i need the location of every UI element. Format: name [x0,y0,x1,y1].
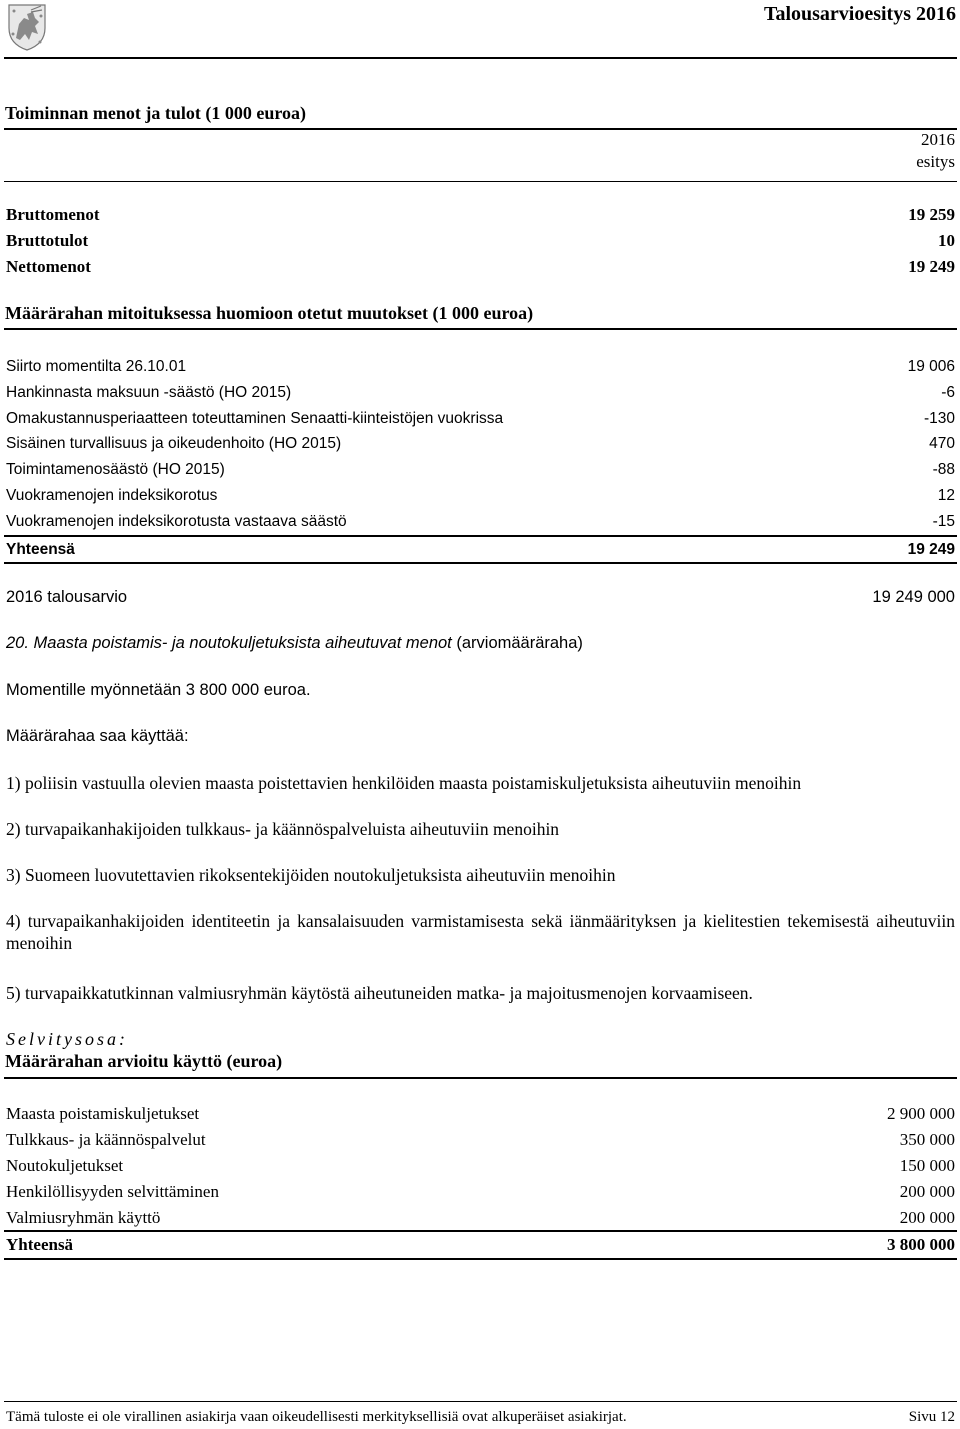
column-header-year: 2016 [921,130,955,149]
section-type: (arviomääräraha) [456,634,583,652]
total-row [6,539,955,561]
table-row [6,433,955,455]
table-row [6,1207,955,1229]
changes-total-divider-bottom [4,562,957,564]
list-item: 2) turvapaikanhakijoiden tulkkaus- ja käännöspalveluista aiheutuviin menoihin [6,819,560,839]
header-divider [4,57,957,59]
table-row [6,408,955,430]
row-value: 19 249 [908,257,955,276]
section-title: Maasta poistamis- ja noutokuljetuksista aiheutuvat menot [33,634,452,652]
row-label: Nettomenot [6,257,91,276]
row-value: -15 [932,513,955,530]
page-number: Sivu 12 [908,1409,955,1425]
row-label: Siirto momentilta 26.10.01 [6,358,187,375]
operating-table-title: Toiminnan menot ja tulot (1 000 euroa) [5,103,307,123]
changes-table-title: Määrärahan mitoituksessa huomioon otetut muutokset (1 000 euroa) [5,303,534,323]
row-value: 19 006 [907,358,955,375]
total-label: Yhteensä [6,1235,74,1254]
row-value: 350 000 [899,1130,955,1149]
row-label: Tulkkaus- ja käännöspalvelut [6,1130,206,1149]
lion-crest-icon [5,2,49,52]
row-label: Toimintamenosäästö (HO 2015) [6,461,225,478]
column-header-divider [4,181,957,182]
total-value: 3 800 000 [887,1235,955,1254]
list-item: 5) turvapaikkatutkinnan valmiusryhmän käytöstä aiheutuneiden matka- ja majoitusmenojen korvaamiseen. [6,983,753,1003]
row-value: 12 [937,487,955,504]
list-item: 3) Suomeen luovutettavien rikoksentekijöiden noutokuljetuksista aiheutuviin menoihin [6,865,616,885]
total-value: 19 249 [907,541,955,558]
row-label: Vuokramenojen indeksikorotusta vastaava säästö [6,513,347,530]
section-heading [6,632,955,654]
page-footer [6,1406,955,1428]
row-value: 200 000 [899,1208,955,1227]
estimated-total-divider-bottom [4,1258,957,1260]
usage-intro: Määrärahaa saa käyttää: [6,727,189,745]
row-label: Omakustannusperiaatteen toteuttaminen Senaatti-kiinteistöjen vuokrissa [6,410,504,427]
row-value: 200 000 [899,1182,955,1201]
row-label: Valmiusryhmän käyttö [6,1208,161,1227]
explanation-heading: Selvitysosa: [6,1029,128,1049]
row-label: Hankinnasta maksuun -säästö (HO 2015) [6,384,292,401]
budget-row [6,586,955,608]
row-value: 470 [929,435,955,452]
table-row [6,1103,955,1125]
table-row [6,356,955,378]
footer-disclaimer: Tämä tuloste ei ole virallinen asiakirja vaan oikeudellisesti merkityksellisiä ovat alkuperäiset asiakirjat. [6,1409,627,1425]
row-label: Henkilöllisyyden selvittäminen [6,1182,219,1201]
row-value: 150 000 [899,1156,955,1175]
row-value: 2 900 000 [887,1104,955,1123]
table-row [6,511,955,533]
changes-total-divider-top [4,535,957,537]
row-value: -6 [941,384,955,401]
table-row [6,230,955,252]
estimated-use-title: Määrärahan arvioitu käyttö (euroa) [5,1051,283,1071]
row-label: Maasta poistamiskuljetukset [6,1104,200,1123]
column-header-type: esitys [916,152,955,171]
estimated-use-title-divider [4,1077,957,1079]
table-row [6,204,955,226]
table-row [6,382,955,404]
estimated-total-divider-top [4,1230,957,1232]
grant-text: Momentille myönnetään 3 800 000 euroa. [6,681,311,699]
budget-value: 19 249 000 [872,588,955,606]
changes-title-divider [4,328,957,330]
list-item: 1) poliisin vastuulla olevien maasta poistettavien henkilöiden maasta poistamiskuljetuksista aiheutuviin menoihin [6,773,802,793]
row-value: 19 259 [908,205,955,224]
total-label: Yhteensä [6,541,75,558]
row-label: Bruttomenot [6,205,100,224]
row-label: Sisäinen turvallisuus ja oikeudenhoito (HO 2015) [6,435,342,452]
table-row [6,459,955,481]
row-label: Bruttotulot [6,231,89,250]
row-label: Noutokuljetukset [6,1156,124,1175]
row-value: -88 [932,461,955,478]
row-value: -130 [923,410,955,427]
table-row [6,1181,955,1203]
row-label: Vuokramenojen indeksikorotus [6,487,218,504]
budget-label: 2016 talousarvio [6,588,128,606]
list-item: 4) turvapaikanhakijoiden identiteetin ja kansalaisuuden varmistamisesta sekä iänmäärityksen ja kielitestien tekemisestä aiheutuviin menoihin [6,911,955,953]
coat-of-arms-logo [5,2,49,52]
table-row [6,1155,955,1177]
footer-divider [4,1401,957,1402]
table-row [6,1129,955,1151]
table-row [6,256,955,278]
row-value: 10 [938,231,955,250]
document-title: Talousarvioesitys 2016 [763,3,956,25]
total-row [6,1234,955,1256]
table-row [6,485,955,507]
section-number: 20. [6,634,29,652]
